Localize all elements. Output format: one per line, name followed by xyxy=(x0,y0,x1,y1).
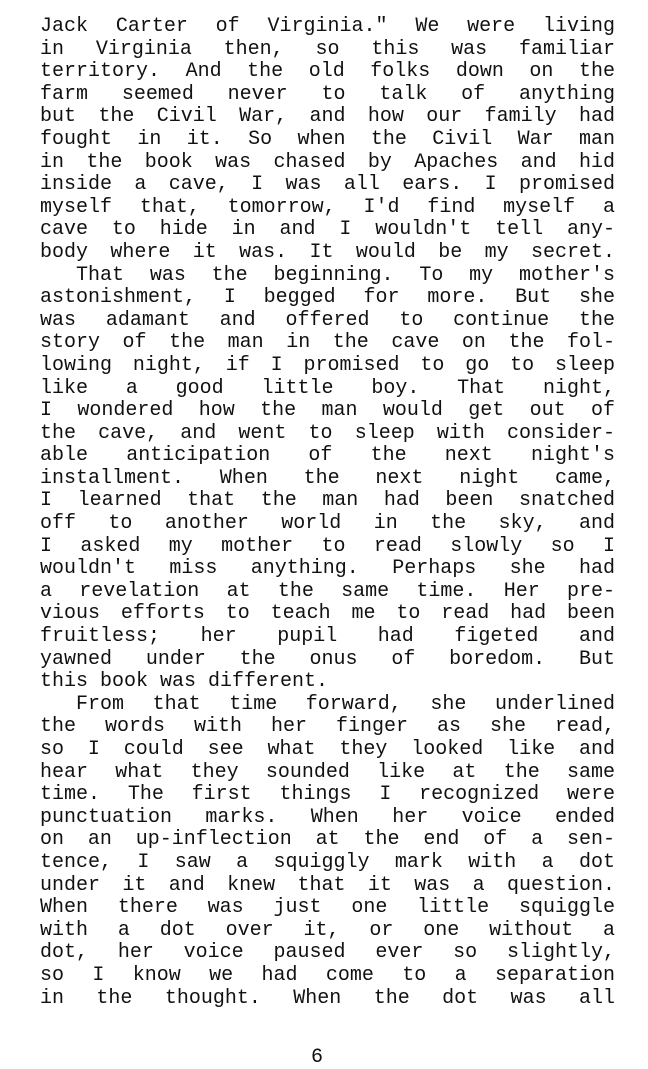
text-line: punctuation marks. When her voice ended xyxy=(40,806,615,829)
text-line: this book was different. xyxy=(40,671,329,694)
text-line: off to another world in the sky, and xyxy=(40,513,615,536)
text-line: cave to hide in and I wouldn't tell any- xyxy=(40,219,615,242)
text-line: myself that, tomorrow, I'd find myself a xyxy=(40,196,615,219)
text-line: I asked my mother to read slowly so I xyxy=(40,535,615,558)
text-line: hear what they sounded like at the same xyxy=(40,761,615,784)
text-line: in Virginia then, so this was familiar xyxy=(40,38,615,61)
text-line: able anticipation of the next night's xyxy=(40,445,615,468)
text-line: on an up-inflection at the end of a sen- xyxy=(40,829,615,852)
text-line: in the book was chased by Apaches and hid xyxy=(40,151,615,174)
text-line: with a dot over it, or one without a xyxy=(40,919,615,942)
text-line: under it and knew that it was a question. xyxy=(40,874,615,897)
text-line: lowing night, if I promised to go to sleep xyxy=(40,354,615,377)
text-line: tence, I saw a squiggly mark with a dot xyxy=(40,851,615,874)
text-line: but the Civil War, and how our family had xyxy=(40,106,615,129)
text-line: time. The first things I recognized were xyxy=(40,784,615,807)
text-line: fought in it. So when the Civil War man xyxy=(40,128,615,151)
text-line: so I could see what they looked like and xyxy=(40,739,615,761)
text-line: That was the beginning. To my mother's xyxy=(76,264,615,287)
text-line: was adamant and offered to continue the xyxy=(40,309,615,332)
text-line: installment. When the next night came, xyxy=(40,467,615,490)
text-line: I wondered how the man would get out of xyxy=(40,400,615,423)
page-number: 6 xyxy=(311,1046,324,1069)
text-line: farm seemed never to talk of anything xyxy=(40,83,615,106)
text-line: a revelation at the same time. Her pre- xyxy=(40,580,615,603)
text-line: like a good little boy. That night, xyxy=(40,377,615,400)
body-text xyxy=(40,16,615,1010)
text-line: territory. And the old folks down on the xyxy=(40,61,615,84)
text-line: inside a cave, I was all ears. I promised xyxy=(40,174,615,197)
text-line: body where it was. It would be my secret. xyxy=(40,241,615,264)
text-line: story of the man in the cave on the fol- xyxy=(40,332,615,355)
text-line: in the thought. When the dot was all xyxy=(40,987,615,1010)
text-line: When there was just one little squiggle xyxy=(40,897,615,920)
text-line: astonishment, I begged for more. But she xyxy=(40,287,615,310)
text-line: dot, her voice paused ever so slightly, xyxy=(40,942,615,965)
text-line: so I know we had come to a separation xyxy=(40,964,615,987)
text-line: wouldn't miss anything. Perhaps she had xyxy=(40,558,615,581)
text-line: fruitless; her pupil had figeted and xyxy=(40,626,615,649)
text-line: the cave, and went to sleep with consider- xyxy=(40,422,615,445)
text-line: yawned under the onus of boredom. But xyxy=(40,648,615,671)
text-line: From that time forward, she underlined xyxy=(76,693,615,716)
text-line: the words with her finger as she read, xyxy=(40,716,615,739)
text-line: I learned that the man had been snatched xyxy=(40,490,615,513)
text-line: Jack Carter of Virginia." We were living xyxy=(40,16,615,38)
text-line: vious efforts to teach me to read had been xyxy=(40,603,615,626)
